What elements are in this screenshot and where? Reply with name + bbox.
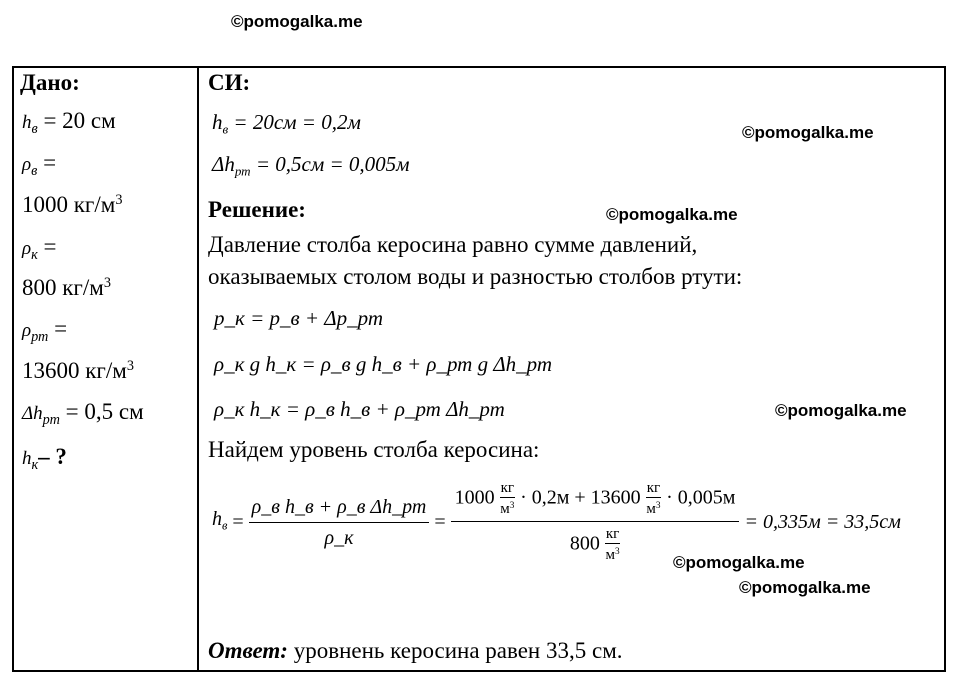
given-heading: Дано: <box>20 70 80 95</box>
given-hv: $h_в = 20$ см <box>22 108 116 137</box>
equation-2: ρ_к g h_к = ρ_в g h_в + ρ_рт g Δh_рт <box>214 352 553 376</box>
given-unknown: $h_к-$ ? <box>22 444 67 473</box>
given-rho-rt-value: 13600 $кг/м^3$ <box>22 358 134 383</box>
watermark: ©pomogalka.me <box>742 123 874 142</box>
given-rho-k: $\rho_к$ = <box>22 234 57 263</box>
numeric-fraction: 1000 кг $м^3$ · 0,2м + 13600 кг $м^3$ · 0,005м 800 кг $м^3$ <box>451 480 740 564</box>
final-formula: $h_в$ = $\frac{\text{ρ\_в h\_в + ρ\_в Δh\_рт}}{\rho\_к}$ = 1000 кг $м^3$ · 0,2м + 13600 кг $м^3$ · 0,005м 800 кг $м^3$ = 0,335м = 33,5см <box>212 480 901 564</box>
solution-heading: Решение: <box>208 197 306 222</box>
si-heading: СИ: <box>208 70 251 95</box>
column-divider <box>197 66 199 672</box>
given-dh-rt: $\Delta h_{рт} = 0,5$ см <box>22 399 144 428</box>
answer: Ответ: уровнень керосина равен 33,5 см. <box>208 638 623 663</box>
solution-text-2: оказываемых столом воды и разностью столбов ртути: <box>208 264 743 289</box>
given-rho-rt: $\rho_{рт}$ = <box>22 316 68 345</box>
given-rho-v: $\rho_в$ = <box>22 150 57 179</box>
given-rho-v-value: 1000 $кг/м^3$ <box>22 192 123 217</box>
si-line-1: $h_в = 20см = 0,2м$ <box>212 110 361 137</box>
watermark: ©pomogalka.me <box>231 12 363 31</box>
find-text: Найдем уровень столба керосина: <box>208 437 540 462</box>
watermark: ©pomogalka.me <box>673 553 805 572</box>
equation-3: ρ_к h_к = ρ_в h_в + ρ_рт Δh_рт <box>214 397 505 421</box>
given-rho-k-value: 800 $кг/м^3$ <box>22 275 111 300</box>
watermark: ©pomogalka.me <box>775 401 907 420</box>
equation-1: p_к = p_в + Δp_рт <box>214 306 383 330</box>
watermark: ©pomogalka.me <box>606 205 738 224</box>
formula-fraction: $\frac{\text{ρ\_в h\_в + ρ\_в Δh\_рт}}{\rho\_к}$ <box>249 494 430 551</box>
watermark: ©pomogalka.me <box>739 578 871 597</box>
si-line-2: $\Delta h_{рт} = 0,5см = 0,005м$ <box>212 152 410 179</box>
solution-text-1: Давление столба керосина равно сумме давлений, <box>208 232 698 257</box>
